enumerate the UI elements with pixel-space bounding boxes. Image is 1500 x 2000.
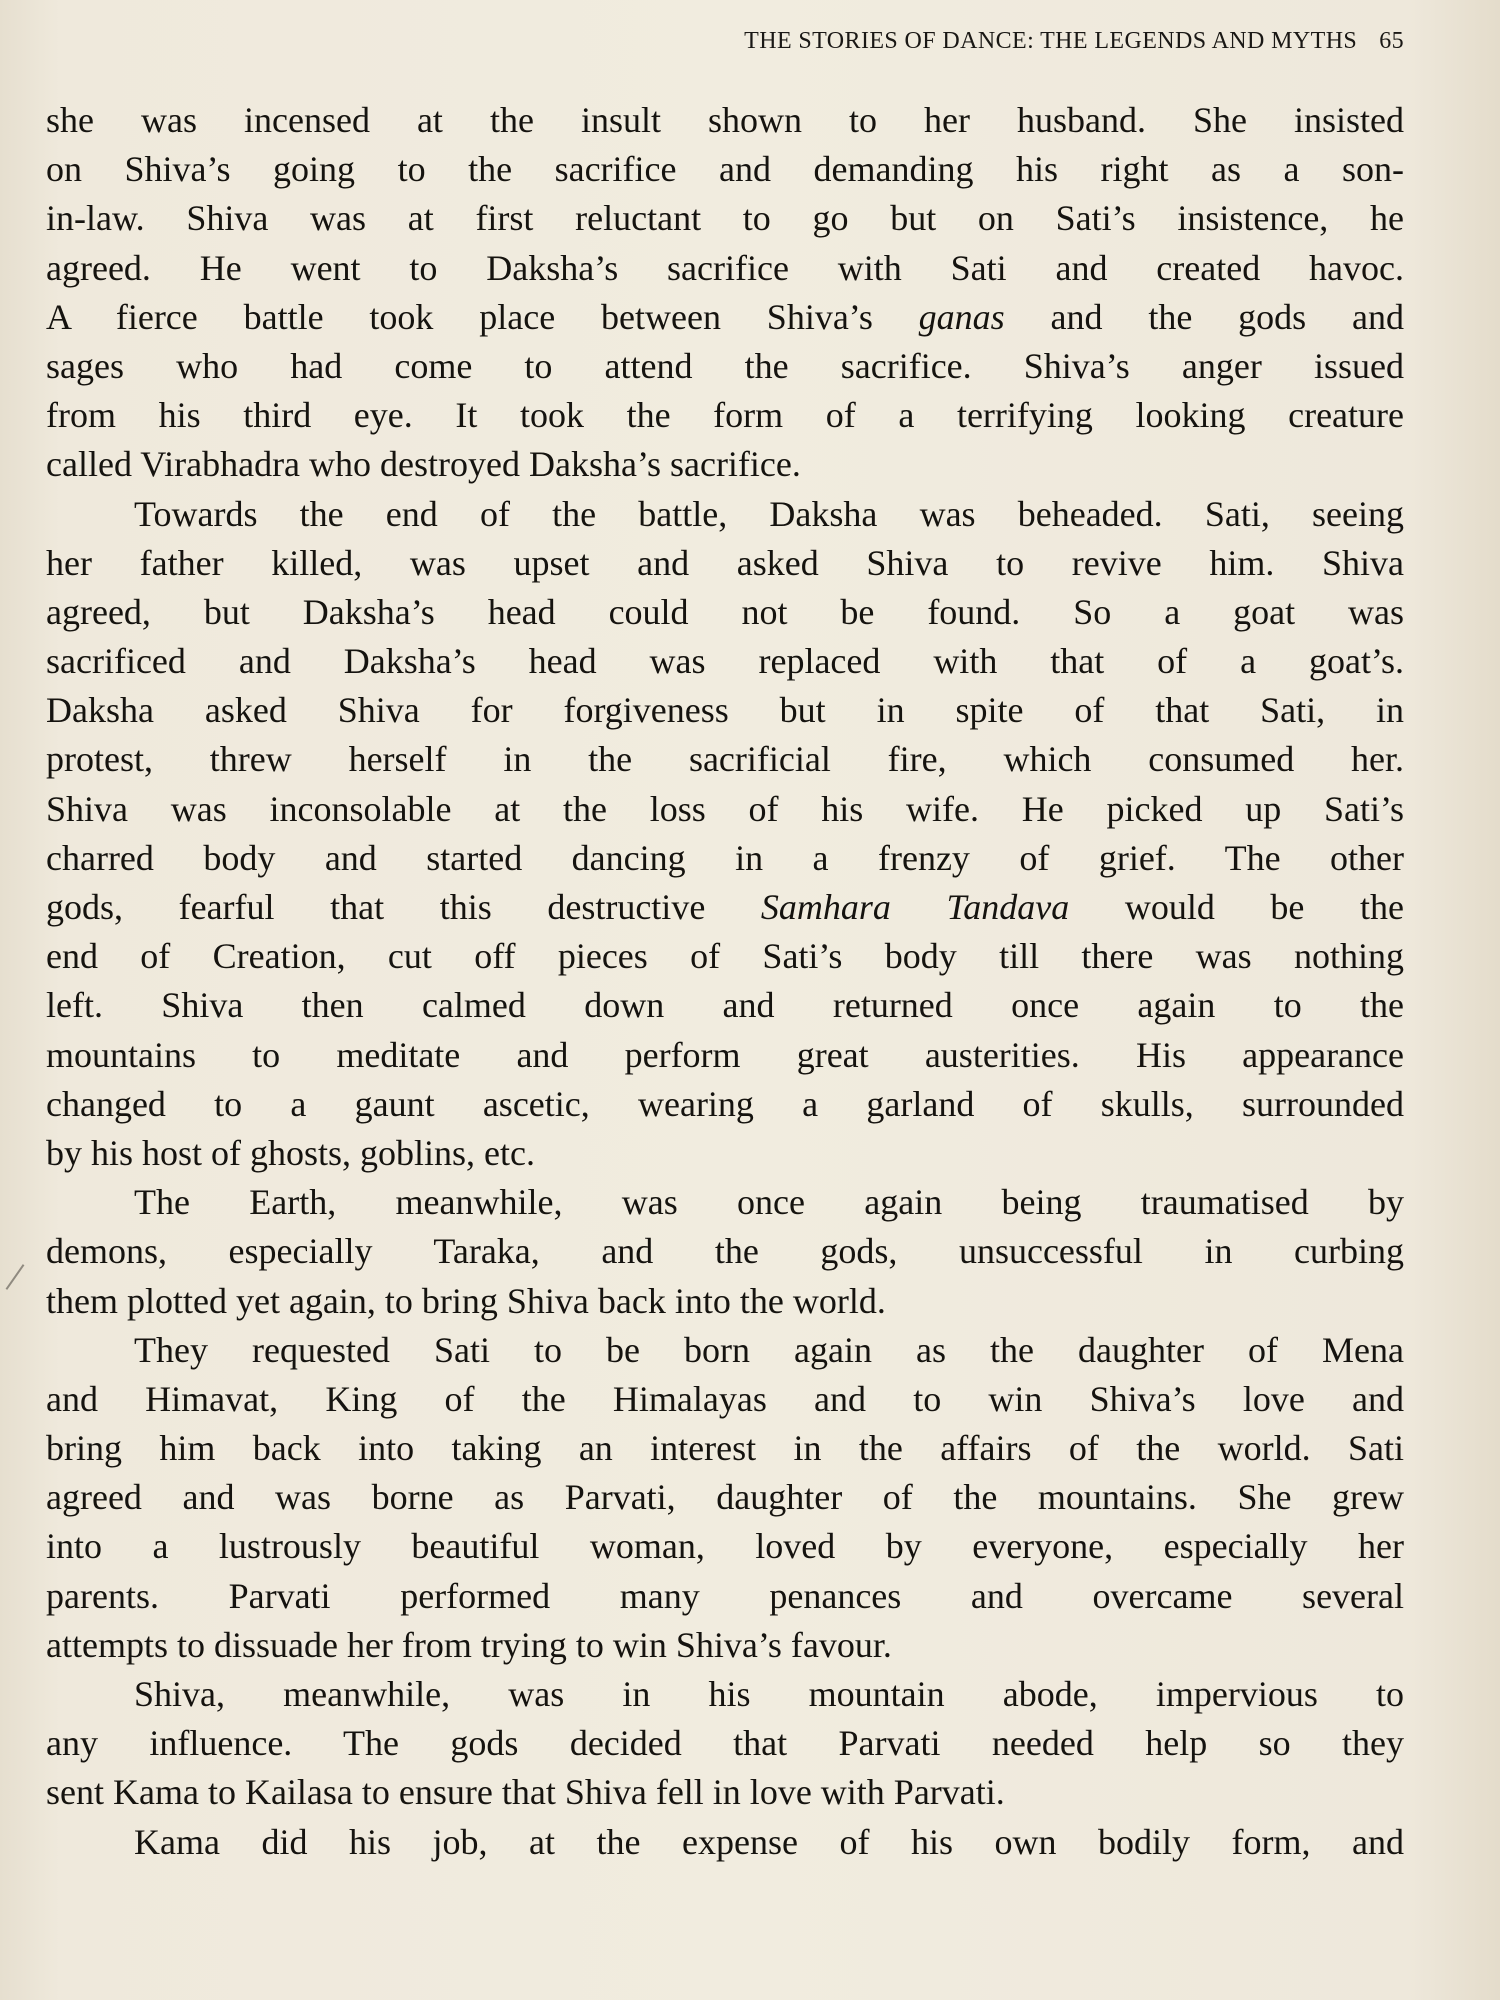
text-line: end of Creation, cut off pieces of Sati’s body till there was nothing — [46, 936, 1404, 977]
text-line: sages who had come to attend the sacrifice. Shiva’s anger issued — [46, 345, 1404, 386]
text-run: would be the — [1069, 887, 1404, 927]
text-line: The Earth, meanwhile, was once again being traumatised by — [134, 1182, 1404, 1223]
text-line: agreed, but Daksha’s head could not be found. So a goat was — [46, 591, 1404, 632]
text-line: them plotted yet again, to bring Shiva back into the world. — [46, 1280, 886, 1321]
text-line: on Shiva’s going to the sacrifice and demanding his right as a son- — [46, 149, 1404, 190]
text-line: and Himavat, King of the Himalayas and to win Shiva’s love and — [46, 1378, 1404, 1419]
text-line: in-law. Shiva was at first reluctant to go but on Sati’s insistence, he — [46, 198, 1404, 239]
text-line: by his host of ghosts, goblins, etc. — [46, 1132, 536, 1173]
text-line: from his third eye. It took the form of a terrifying looking creature — [46, 395, 1404, 436]
text-line: charred body and started dancing in a frenzy of grief. The other — [46, 837, 1404, 878]
text-line: she was incensed at the insult shown to her husband. She insisted — [46, 100, 1404, 140]
italic-term-ganas: ganas — [918, 296, 1005, 337]
text-line: left. Shiva then calmed down and returned once again to the — [46, 985, 1404, 1026]
text-line: sent Kama to Kailasa to ensure that Shiva fell in love with Parvati. — [46, 1772, 1005, 1813]
text-line: called Virabhadra who destroyed Daksha’s sacrifice. — [46, 444, 801, 485]
text-line: bring him back into taking an interest in the affairs of the world. Sati — [46, 1428, 1404, 1469]
text-line: They requested Sati to be born again as the daughter of Mena — [134, 1329, 1404, 1370]
text-line: agreed. He went to Daksha’s sacrifice with Sati and created havoc. — [46, 247, 1404, 288]
body-text — [46, 96, 1404, 1867]
text-run: gods, fearful that this destructive — [46, 887, 761, 927]
text-line: her father killed, was upset and asked Shiva to revive him. Shiva — [46, 542, 1404, 583]
text-line: Shiva, meanwhile, was in his mountain abode, impervious to — [134, 1674, 1404, 1714]
running-head — [46, 28, 1404, 55]
page-number: 65 — [1379, 28, 1404, 54]
text-line — [46, 883, 1404, 932]
text-line: Kama did his job, at the expense of his own bodily form, and — [134, 1821, 1404, 1862]
text-line: mountains to meditate and perform great austerities. His appearance — [46, 1034, 1404, 1075]
text-line: sacrificed and Daksha’s head was replaced with that of a goat’s. — [46, 641, 1404, 682]
text-line: into a lustrously beautiful woman, loved by everyone, especially her — [46, 1526, 1404, 1567]
text-line: Shiva was inconsolable at the loss of his wife. He picked up Sati’s — [46, 788, 1404, 829]
running-title: THE STORIES OF DANCE: THE LEGENDS AND MYTHS — [744, 28, 1358, 54]
text-line: agreed and was borne as Parvati, daughter of the mountains. She grew — [46, 1477, 1404, 1518]
text-run: and the gods and — [1004, 296, 1404, 337]
text-run: A fierce battle took place between Shiva’s — [46, 296, 919, 337]
text-line: Towards the end of the battle, Daksha was beheaded. Sati, seeing — [134, 493, 1404, 534]
text-line: Daksha asked Shiva for forgiveness but in spite of that Sati, in — [46, 690, 1404, 731]
text-line: changed to a gaunt ascetic, wearing a garland of skulls, surrounded — [46, 1083, 1404, 1124]
text-line: parents. Parvati performed many penances and overcame several — [46, 1575, 1404, 1616]
margin-pencil-mark — [6, 1264, 25, 1290]
text-line: protest, threw herself in the sacrificial fire, which consumed her. — [46, 739, 1404, 780]
text-line: attempts to dissuade her from trying to win Shiva’s favour. — [46, 1624, 892, 1665]
text-line: any influence. The gods decided that Parvati needed help so they — [46, 1723, 1404, 1764]
text-line: demons, especially Taraka, and the gods, unsuccessful in curbing — [46, 1231, 1404, 1272]
text-line — [46, 293, 1404, 342]
italic-term-samhara-tandava: Samhara Tandava — [760, 887, 1070, 927]
